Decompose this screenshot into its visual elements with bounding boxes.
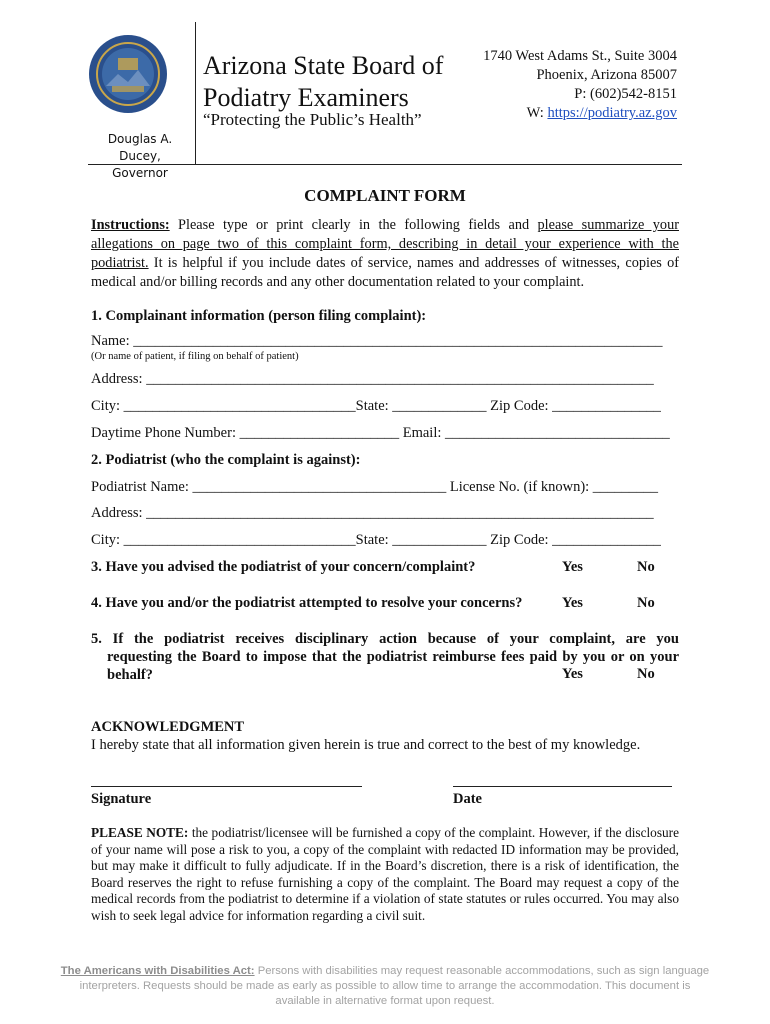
state-seal-logo [88,34,168,114]
ada-footer: The Americans with Disabilities Act: Persons with disabilities may request reasonable accommodations, such as sign language interpreters. Requests should be made as early as possible to allow time to arrange the accommodation. This document is available in alternative format upon request. [60,965,710,1007]
podiatrist-license-row[interactable]: Podiatrist Name: ___________________________________ License No. (if known): _________ [91,479,659,495]
board-title: Arizona State Board of Podiatry Examiners [203,51,444,112]
date-label: Date [453,791,482,807]
name-field[interactable]: Name: _________________________________________________________________________ [91,333,663,349]
q5-yes-option[interactable]: Yes [562,666,583,682]
q3-no-option[interactable]: No [637,559,655,575]
section1-title: 1. Complainant information (person filing complaint): [91,308,427,324]
q4-yes-option[interactable]: Yes [562,595,583,611]
podiatrist-city-state-zip-row[interactable]: City: ________________________________State: _____________ Zip Code: _______________ [91,532,661,548]
question-5-line3: behalf? [107,667,153,683]
q5-no-option[interactable]: No [637,666,655,682]
address-field[interactable]: Address: ______________________________________________________________________ [91,371,654,387]
board-address: 1740 West Adams St., Suite 3004 Phoenix, Arizona 85007 P: (602)542-8151 W: https://podiatry.az.gov [483,48,677,121]
podiatrist-address-row[interactable]: Address: ______________________________________________________________________ [91,505,654,521]
question-5-line1: 5. If the podiatrist receives disciplinary action because of your complaint, are you [91,631,679,647]
form-title: COMPLAINT FORM [304,186,466,205]
signature-label: Signature [91,791,152,807]
question-5-line2: requesting the Board to impose that the podiatrist reimburse fees paid by you or on your [107,649,679,665]
name-field-note: (Or name of patient, if filing on behalf of patient) [91,351,299,362]
date-line[interactable] [453,786,672,787]
instructions-paragraph: Instructions: Please type or print clearly in the following fields and please summarize your allegations on page two of this complaint form, describing in detail your experience with the podiatrist. It is helpful if you include dates of service, names and addresses of witnesses, copies of medical and/or billing records and any other documentation related to your complaint. [91,217,679,290]
acknowledgment-title: ACKNOWLEDGMENT [91,719,245,735]
q3-yes-option[interactable]: Yes [562,559,583,575]
phone-email-row[interactable]: Daytime Phone Number: ______________________ Email: _______________________________ [91,425,670,441]
q4-no-option[interactable]: No [637,595,655,611]
header-vertical-divider [195,22,196,164]
city-state-zip-row[interactable]: City: ________________________________State: _____________ Zip Code: _______________ [91,398,661,414]
board-motto: “Protecting the Public’s Health” [203,110,422,129]
governor-name: Douglas A. Ducey, [107,132,173,163]
signature-line[interactable] [91,786,362,787]
website-link[interactable]: https://podiatry.az.gov [547,105,677,121]
governor-block [88,131,192,182]
acknowledgment-text: I hereby state that all information given herein is true and correct to the best of my knowledge. [91,737,641,753]
question-4: 4. Have you and/or the podiatrist attempted to resolve your concerns? [91,595,523,611]
governor-title: Governor [112,166,168,180]
section2-title: 2. Podiatrist (who the complaint is against): [91,452,361,468]
question-3: 3. Have you advised the podiatrist of your concern/complaint? [91,559,476,575]
please-note-paragraph: PLEASE NOTE: the podiatrist/licensee will be furnished a copy of the complaint. However, if the disclosure of your name will pose a risk to you, a copy of the complaint with redacted ID information may be provided, but may make it difficult to fully adjudicate. If in the Board’s discretion, there is a risk of identification, the Board reserves the right to refuse furnishing a copy of the complaint. The Board may request a copy of the medical records from the podiatrist to determine if a violation of state statutes or rules occurred. You may also wish to seek legal advice for information regarding a civil suit. [91,825,679,923]
